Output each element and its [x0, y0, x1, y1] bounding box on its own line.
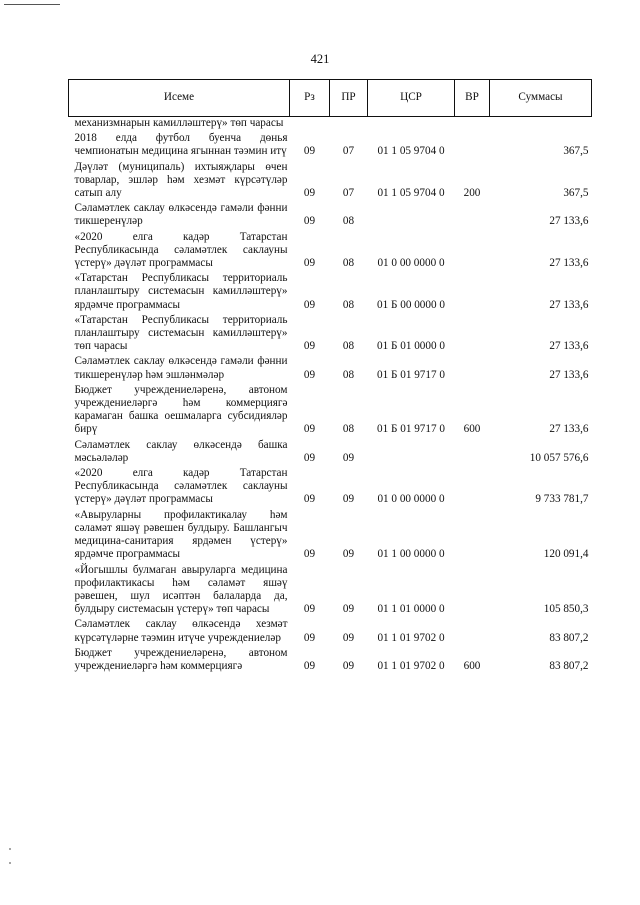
- table-row: [69, 618, 592, 646]
- cell-name: механизмнарын камиллəштерү» төп чарасы: [74, 117, 284, 129]
- cell-vr: [455, 314, 490, 356]
- cell-name: Сəламəтлек саклау өлкəсендə гамəли фəнни тикшеренүлəр: [74, 202, 288, 228]
- scan-edge-mark: [4, 4, 60, 5]
- cell-name: «Авыруларны профилактикалау һəм сəламəт яшəү рəвешен булдыру. Башлангыч медицина-санитария ярдəмен үстерү» ярдəмче программасы: [74, 508, 288, 561]
- cell-csr: 01 Б 01 9717 0: [377, 423, 445, 436]
- cell-pr: 09: [342, 631, 355, 644]
- cell-vr: [455, 467, 490, 509]
- header-csr: ЦСР: [368, 80, 455, 117]
- cell-csr: [368, 117, 455, 133]
- cell-pr: 08: [342, 423, 355, 436]
- header-sum: Суммасы: [490, 80, 592, 117]
- cell-sum: 105 850,3: [543, 603, 589, 616]
- scan-dust-mark: [9, 862, 11, 864]
- cell-pr: 07: [342, 187, 355, 200]
- table-row: [69, 161, 592, 203]
- cell-rz: 09: [303, 368, 316, 381]
- cell-vr: [455, 509, 490, 564]
- page-number: 421: [310, 52, 330, 66]
- cell-name: Бюджет учреждениелəренə, автоном учреждениелəргə һəм коммерциягə карамаган башка оешмаларга субсидиялəр бирү: [74, 383, 288, 436]
- cell-csr: 01 0 00 0000 0: [377, 257, 445, 270]
- cell-pr: 09: [342, 659, 355, 672]
- cell-sum: 83 807,2: [549, 659, 589, 672]
- table-body: [69, 117, 592, 676]
- cell-vr: 200: [463, 187, 481, 200]
- cell-rz: 09: [303, 548, 316, 561]
- cell-name: Бюджет учреждениелəренə, автоном учреждениелəргə һəм коммерциягə: [74, 646, 288, 672]
- cell-pr: [330, 117, 368, 133]
- header-name: Исеме: [69, 80, 290, 117]
- table-row: [69, 647, 592, 675]
- cell-vr: 600: [463, 659, 481, 672]
- cell-rz: 09: [303, 187, 316, 200]
- cell-rz: 09: [303, 603, 316, 616]
- cell-sum: [490, 117, 592, 133]
- cell-vr: [455, 231, 490, 273]
- cell-sum: 83 807,2: [549, 631, 589, 644]
- cell-pr: 07: [342, 145, 355, 158]
- cell-pr: 08: [342, 368, 355, 381]
- cell-rz: [290, 117, 330, 133]
- table-row: [69, 231, 592, 273]
- table-row: [69, 439, 592, 467]
- cell-sum: 27 133,6: [549, 423, 589, 436]
- cell-sum: 120 091,4: [543, 548, 589, 561]
- cell-pr: 09: [342, 603, 355, 616]
- cell-sum: 27 133,6: [549, 257, 589, 270]
- cell-csr: [368, 202, 455, 230]
- budget-table: [68, 79, 592, 675]
- cell-rz: 09: [303, 493, 316, 506]
- cell-vr: [455, 132, 490, 160]
- cell-name: «Татарстан Республикасы территориаль планлаштыру системасын камиллəштерү» ярдəмче программасы: [74, 272, 288, 311]
- cell-csr: 01 1 01 9702 0: [377, 659, 445, 672]
- cell-name: Дəүлəт (муниципаль) ихтыяҗлары өчен товарлар, эшлəр һəм хезмəт күрсəтүлəр сатып алу: [74, 160, 288, 200]
- cell-sum: 367,5: [563, 145, 589, 158]
- cell-vr: [455, 618, 490, 646]
- cell-name: Сəламəтлек саклау өлкəсендə башка мəсьəлəлəр: [74, 438, 288, 464]
- table-row: [69, 272, 592, 314]
- cell-sum: 367,5: [563, 187, 589, 200]
- cell-name: Сəламəтлек саклау өлкəсендə гамəли фəнни тикшеренүлəр һəм эшлəнмəлəр: [74, 355, 288, 381]
- cell-rz: 09: [303, 423, 316, 436]
- cell-name: «Татарстан Республикасы территориаль планлаштыру системасын камиллəштерү» төп чарасы: [74, 313, 288, 353]
- cell-name: 2018 елда футбол буенча дөнья чемпионатын медицина ягыннан тəэмин итү: [74, 132, 288, 158]
- cell-pr: 09: [342, 548, 355, 561]
- cell-name: «Йогышлы булмаган авыруларга медицина профилактикасы һəм сəламəт яшəү рəвешен, шул исəптəн балаларда да, булдыру системасын үстерү» төп чарасы: [74, 563, 288, 616]
- cell-rz: 09: [303, 257, 316, 270]
- cell-vr: [455, 564, 490, 619]
- cell-name: Сəламəтлек саклау өлкəсендə хезмəт күрсəтүлəрне тəэмин итүче учреждениелəр: [74, 618, 288, 644]
- scan-dust-mark: [9, 848, 11, 850]
- cell-pr: 08: [342, 298, 355, 311]
- cell-pr: 08: [342, 340, 355, 353]
- cell-vr: [455, 355, 490, 383]
- table-header: [69, 80, 592, 117]
- cell-sum: 9 733 781,7: [535, 493, 589, 506]
- cell-pr: 09: [342, 493, 355, 506]
- cell-csr: 01 1 01 0000 0: [377, 603, 445, 616]
- cell-rz: 09: [303, 659, 316, 672]
- cell-csr: 01 Б 00 0000 0: [377, 298, 445, 311]
- cell-csr: 01 1 01 9702 0: [377, 631, 445, 644]
- table-row: [69, 509, 592, 564]
- cell-name: «2020 елга кадəр Татарстан Республикасында сəламəтлек саклауны үстерү» дəүлəт программасы: [74, 230, 288, 270]
- cell-sum: 10 057 576,6: [529, 451, 589, 464]
- cell-csr: [368, 439, 455, 467]
- cell-sum: 27 133,6: [549, 215, 589, 228]
- header-vr: ВР: [455, 80, 490, 117]
- cell-csr: 01 1 05 9704 0: [377, 145, 445, 158]
- cell-csr: 01 Б 01 9717 0: [377, 368, 445, 381]
- header-pr: ПР: [330, 80, 368, 117]
- table-row: [69, 467, 592, 509]
- cell-vr: [455, 439, 490, 467]
- cell-csr: 01 1 00 0000 0: [377, 548, 445, 561]
- cell-sum: 27 133,6: [549, 340, 589, 353]
- cell-csr: 01 Б 01 0000 0: [377, 340, 445, 353]
- cell-rz: 09: [303, 340, 316, 353]
- cell-rz: 09: [303, 298, 316, 311]
- table-row: [69, 202, 592, 230]
- cell-pr: 08: [342, 257, 355, 270]
- cell-pr: 08: [342, 215, 355, 228]
- cell-sum: 27 133,6: [549, 298, 589, 311]
- cell-rz: 09: [303, 451, 316, 464]
- table-row: [69, 132, 592, 160]
- table-row: [69, 355, 592, 383]
- cell-vr: 600: [463, 423, 481, 436]
- cell-csr: 01 1 05 9704 0: [377, 187, 445, 200]
- cell-rz: 09: [303, 145, 316, 158]
- header-rz: Рз: [290, 80, 330, 117]
- cell-pr: 09: [342, 451, 355, 464]
- cell-vr: [455, 272, 490, 314]
- cell-vr: [455, 202, 490, 230]
- cell-csr: 01 0 00 0000 0: [377, 493, 445, 506]
- table-row: [69, 384, 592, 439]
- cell-rz: 09: [303, 631, 316, 644]
- cell-name: «2020 елга кадəр Татарстан Республикасында сəламəтлек саклауны үстерү» дəүлəт программасы: [74, 467, 288, 506]
- table-row: [69, 117, 592, 133]
- cell-vr: [455, 117, 490, 133]
- cell-sum: 27 133,6: [549, 368, 589, 381]
- table-row: [69, 564, 592, 619]
- cell-rz: 09: [303, 215, 316, 228]
- table-row: [69, 314, 592, 356]
